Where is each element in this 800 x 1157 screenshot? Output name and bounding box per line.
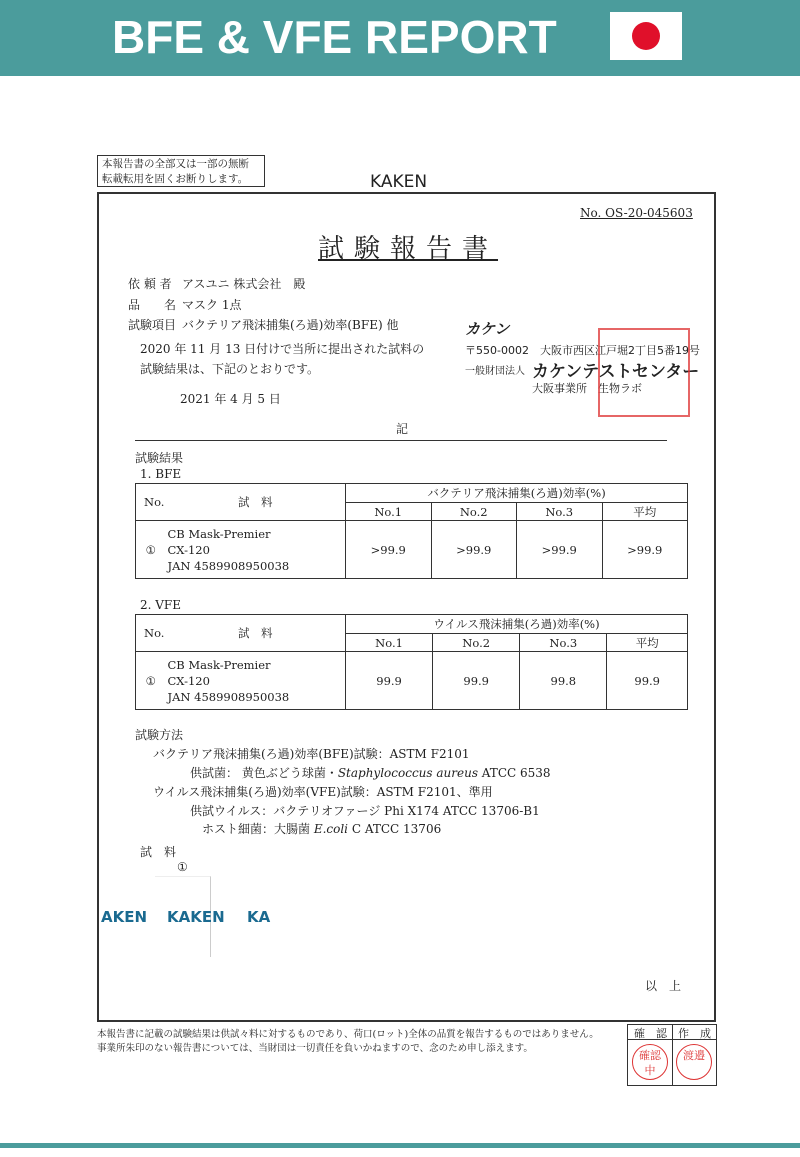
issuer-logo: カケン: [465, 320, 510, 338]
sample-tag-text: KAKEN: [167, 908, 225, 926]
ki-mark: 記: [396, 422, 409, 436]
footer-note: 本報告書に記載の試験結果は供試々料に対するものであり、荷口(ロット)全体の品質を報告するものではありません。: [97, 1029, 599, 1040]
banner-title: BFE & VFE REPORT: [112, 11, 557, 63]
value-cell: 99.9: [346, 652, 433, 710]
bfe-table: [135, 483, 688, 579]
col-sample: 試 料: [166, 484, 346, 521]
method-line: ウイルス飛沫捕集(ろ過)効率(VFE)試験：ASTM F2101、準用: [153, 785, 493, 799]
bfe-heading: 1. BFE: [140, 467, 182, 481]
col-header: No.1: [346, 634, 433, 652]
japan-flag-icon: [610, 12, 682, 60]
test-item-label: 試験項目: [128, 318, 177, 332]
client: アスユニ 株式会社 殿: [182, 277, 306, 291]
col-header: No.3: [520, 634, 607, 652]
vfe-heading: 2. VFE: [140, 598, 182, 612]
col-header: No.1: [346, 503, 432, 521]
bottom-accent-bar: [0, 1143, 800, 1148]
value-cell: >99.9: [346, 521, 432, 579]
kaken-logo: KAKEN: [370, 172, 428, 192]
method-line: 供試ウイルス：バクテリオファージ Phi X174 ATCC 13706-B1: [190, 804, 540, 818]
value-cell: >99.9: [602, 521, 688, 579]
table-row: [136, 521, 688, 579]
sample-no: ①: [136, 652, 166, 710]
results-heading: 試験結果: [135, 451, 184, 465]
sample-name-line: CX-120: [167, 542, 210, 557]
notice-line: 本報告書の全部又は一部の無断: [102, 158, 249, 170]
product: マスク 1点: [182, 298, 242, 312]
issuer-office: 大阪事業所 生物ラボ: [532, 382, 642, 395]
col-sample: 試 料: [166, 615, 346, 652]
value-cell: 99.8: [520, 652, 607, 710]
col-header: No.2: [433, 634, 520, 652]
company-seal: [598, 328, 690, 417]
report-date: 2021 年 4 月 5 日: [180, 392, 281, 406]
sample-no: ①: [136, 521, 166, 579]
group-header: バクテリア飛沫捕集(ろ過)効率(%): [346, 484, 688, 503]
confirm-label: 確 認: [634, 1027, 667, 1040]
method-line: バクテリア飛沫捕集(ろ過)効率(BFE)試験：ASTM F2101: [153, 747, 470, 761]
divider: [135, 440, 667, 441]
text: C ATCC 13706: [348, 822, 442, 836]
col-no: No.: [136, 484, 166, 521]
col-header: No.3: [517, 503, 603, 521]
col-header: No.2: [431, 503, 517, 521]
test-item: バクテリア飛沫捕集(ろ過)効率(BFE) 他: [182, 318, 399, 332]
table-row: [136, 652, 688, 710]
value-cell: >99.9: [517, 521, 603, 579]
report-title: 試験報告書: [318, 234, 499, 264]
col-header: 平均: [607, 634, 688, 652]
value-cell: >99.9: [431, 521, 517, 579]
confirm-seal: 確認 中: [632, 1044, 668, 1080]
report-number: No. OS-20-045603: [580, 206, 693, 220]
author-seal: 渡邉: [676, 1044, 712, 1080]
copyright-notice: [97, 155, 265, 187]
col-no: No.: [136, 615, 166, 652]
sample-name-line: CX-120: [167, 673, 210, 688]
approval-box: [627, 1024, 717, 1086]
sample-name-line: JAN 4589908950038: [167, 558, 290, 573]
group-header: ウイルス飛沫捕集(ろ過)効率(%): [346, 615, 688, 634]
species-name: E.coli: [313, 822, 349, 836]
intro-line: 試験結果は、下記のとおりです。: [140, 362, 320, 376]
text: ATCC 6538: [477, 766, 551, 780]
sample-tag-text: KA: [247, 908, 271, 926]
product-label: 品 名: [128, 298, 177, 312]
divider: [672, 1025, 673, 1085]
sample-tag-text: AKEN: [101, 908, 148, 926]
method-line: [202, 820, 441, 837]
sample-name-line: CB Mask-Premier: [167, 526, 271, 541]
value-cell: 99.9: [607, 652, 688, 710]
issuer-address: 〒550-0002 大阪市西区江戸堀2丁目5番19号: [465, 344, 700, 357]
sample-name-line: CB Mask-Premier: [167, 657, 271, 672]
issuer-name: カケンテストセンター: [532, 362, 700, 382]
vfe-table: [135, 614, 688, 710]
text: ホスト細菌：大腸菌: [202, 822, 314, 836]
text: 供試菌： 黄色ぶどう球菌・: [190, 766, 338, 780]
sample-heading: 試 料: [140, 845, 177, 859]
intro-line: 2020 年 11 月 13 日付けで当所に提出された試料の: [140, 342, 425, 356]
footer-note: 事業所朱印のない報告書については、当財団は一切責任を負いかねますので、念のため申し添えます。: [97, 1043, 533, 1054]
value-cell: 99.9: [433, 652, 520, 710]
sample-name-line: JAN 4589908950038: [167, 689, 290, 704]
col-header: 平均: [602, 503, 688, 521]
create-label: 作 成: [678, 1027, 711, 1040]
species-name: Staphylococcus aureus: [337, 766, 478, 780]
end-mark: 以 上: [645, 979, 682, 993]
method-line: [190, 764, 551, 781]
notice-line: 転載転用を固くお断りします。: [102, 173, 249, 185]
sample-no: ①: [177, 860, 188, 874]
sample-name: [166, 521, 346, 579]
sample-name: [166, 652, 346, 710]
client-label: 依 頼 者: [128, 277, 172, 291]
method-heading: 試験方法: [135, 728, 184, 742]
issuer-type: 一般財団法人: [465, 366, 525, 377]
